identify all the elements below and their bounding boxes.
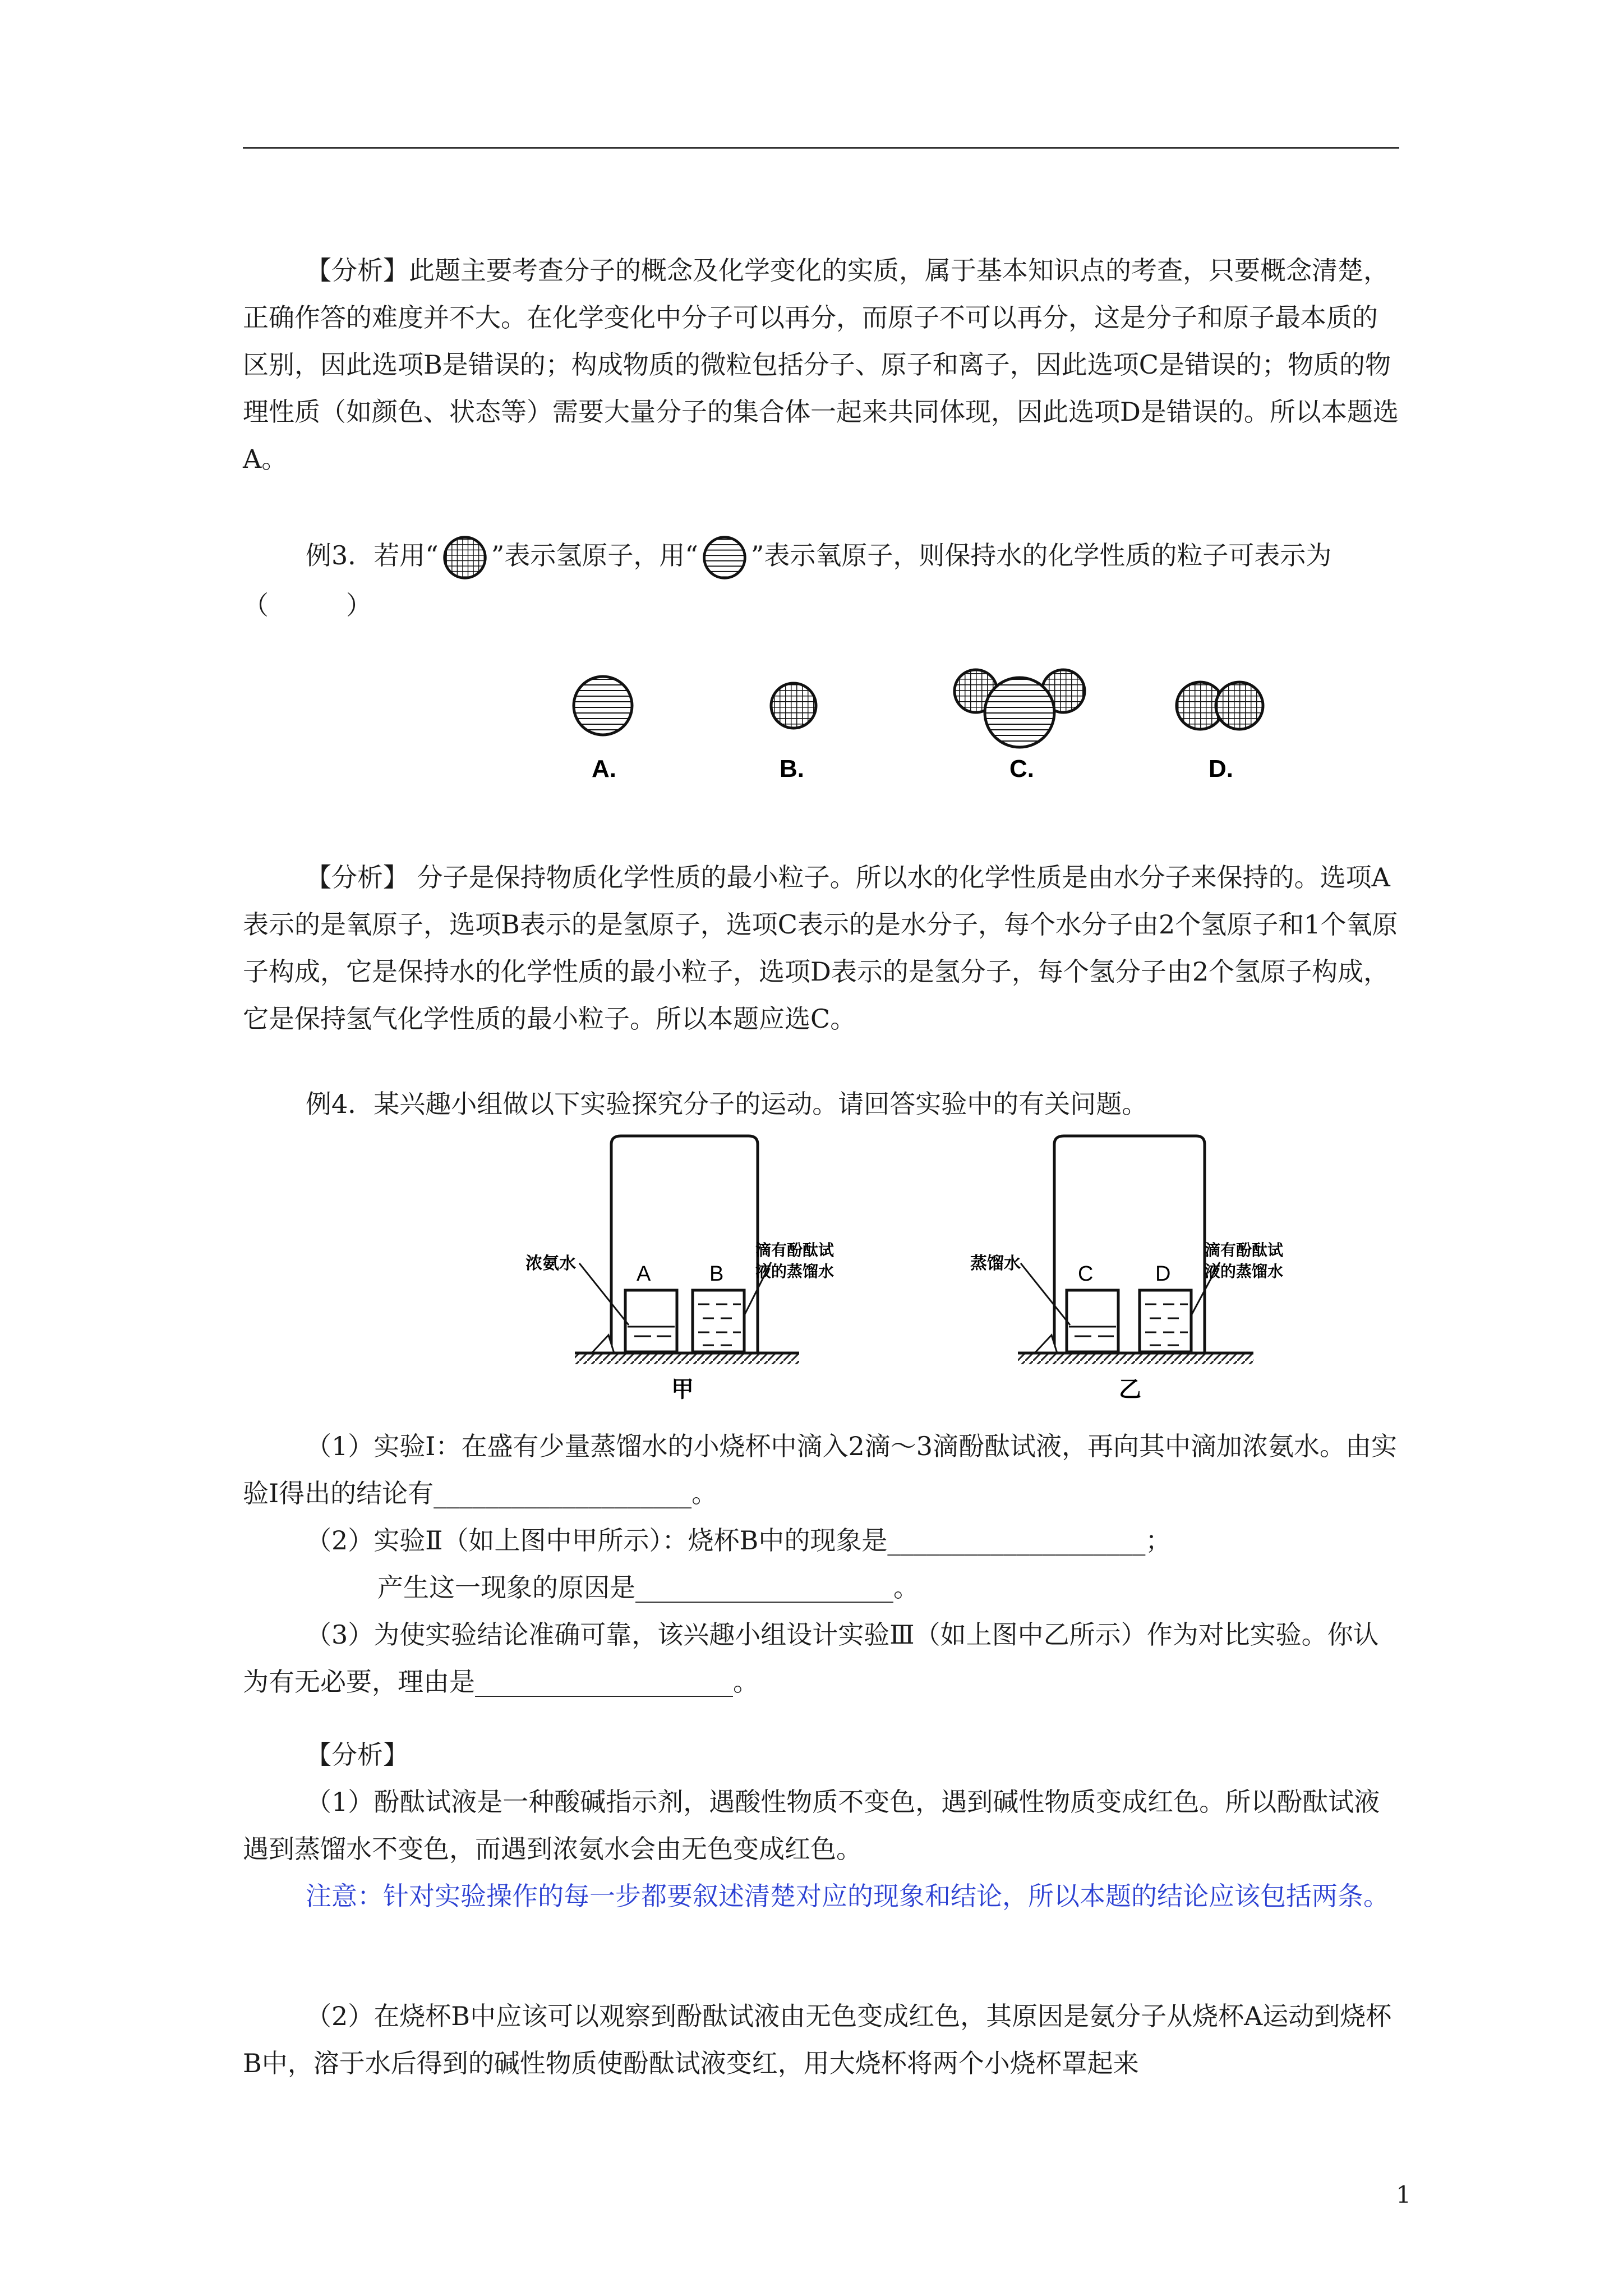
question-2b: 产生这一现象的原因是____________________。 xyxy=(377,1572,919,1603)
analysis-4-continued xyxy=(243,1993,1399,2087)
example-4-title xyxy=(243,1080,1399,1128)
option-b-hydrogen-atom xyxy=(771,683,816,728)
phenolphthalein-label-1: 滴有酚酞试 xyxy=(755,1241,834,1259)
hydrogen-atom-icon xyxy=(441,533,489,582)
figure-yi-caption: 乙 xyxy=(1119,1377,1141,1402)
analysis-4 xyxy=(243,1731,1399,1920)
experiment-figure-yi xyxy=(970,1133,1318,1408)
beaker-a-label: A xyxy=(637,1262,651,1286)
analysis-4-note: 注意：针对实验操作的每一步都要叙述清楚对应的现象和结论，所以本题的结论应该包括两条。 xyxy=(306,1881,1389,1911)
header-rule xyxy=(243,147,1399,149)
analysis-paragraph-1 xyxy=(243,247,1399,482)
distilled-water-label: 蒸馏水 xyxy=(970,1254,1021,1273)
beaker-d-label: D xyxy=(1155,1262,1171,1286)
question-1: （1）实验Ⅰ：在盛有少量蒸馏水的小烧杯中滴入2滴～3滴酚酞试液，再向其中滴加浓氨水。由实验Ⅰ得出的结论有____________________。 xyxy=(243,1431,1397,1508)
oxygen-atom-icon xyxy=(700,533,749,582)
example-4-title-text: 例4．某兴趣小组做以下实验探究分子的运动。请回答实验中的有关问题。 xyxy=(306,1089,1148,1119)
concentrated-ammonia-label: 浓氨水 xyxy=(525,1254,576,1273)
option-a-label: A. xyxy=(592,755,616,783)
analysis-1-text: 【分析】此题主要考查分子的概念及化学变化的实质，属于基本知识点的考查，只要概念清楚，正确作答的难度并不大。在化学变化中分子可以再分，而原子不可以再分，这是分子和原子最本质的区别，因此选项B是错误的；构成物质的微粒包括分子、原子和离子，因此选项C是错误的；物质的物理性质（如颜色、状态等）需要大量分子的集合体一起来共同体现，因此选项D是错误的。所以本题选A。 xyxy=(243,255,1399,474)
figure-jia-caption: 甲 xyxy=(671,1377,694,1402)
example-3-question xyxy=(243,532,1399,629)
option-c-label: C. xyxy=(1009,755,1034,783)
analysis-4-heading: 【分析】 xyxy=(306,1740,409,1770)
option-d-hydrogen-right xyxy=(1216,682,1263,729)
example-3-text-2: ”表示氢原子，用“ xyxy=(491,540,698,570)
phenolphthalein-label-yi-2: 液的蒸馏水 xyxy=(1205,1262,1284,1281)
option-a-oxygen-atom xyxy=(574,677,632,735)
analysis-paragraph-3 xyxy=(243,854,1399,1042)
beaker-b-label: B xyxy=(709,1262,724,1286)
phenolphthalein-label-yi-1: 滴有酚酞试 xyxy=(1205,1241,1284,1259)
option-c-oxygen xyxy=(985,678,1054,747)
molecule-options-figure xyxy=(538,656,1279,797)
page-number: 1 xyxy=(1396,2181,1411,2208)
phenolphthalein-label-2: 液的蒸馏水 xyxy=(755,1262,834,1281)
question-2a: （2）实验Ⅱ（如上图中甲所示）：烧杯B中的现象是____________________； xyxy=(306,1525,1172,1556)
beaker-c-label: C xyxy=(1078,1262,1094,1286)
example-3-text-3: ”表示氧原子，则保持水的化学性质的粒子可表示为（ ） xyxy=(243,540,1332,620)
option-d-label: D. xyxy=(1209,755,1233,783)
example-3-text-1: 例3．若用“ xyxy=(306,540,439,570)
option-b-label: B. xyxy=(780,755,804,783)
analysis-4-paragraph-1: （1）酚酞试液是一种酸碱指示剂，遇酸性物质不变色，遇到碱性物质变成红色。所以酚酞试液遇到蒸馏水不变色，而遇到浓氨水会由无色变成红色。 xyxy=(243,1787,1380,1864)
analysis-3-text: 【分析】 分子是保持物质化学性质的最小粒子。所以水的化学性质是由水分子来保持的。选项A表示的是氧原子，选项B表示的是氢原子，选项C表示的是水分子，每个水分子由2个氢原子和1个氧原子构成，它是保持水的化学性质的最小粒子，选项D表示的是氢分子，每个氢分子由2个氢原子构成，它是保持氢气化学性质的最小粒子。所以本题应选C。 xyxy=(243,862,1398,1034)
analysis-4-paragraph-2: （2）在烧杯B中应该可以观察到酚酞试液由无色变成红色，其原因是氨分子从烧杯A运动到烧杯B中，溶于水后得到的碱性物质使酚酞试液变红，用大烧杯将两个小烧杯罩起来 xyxy=(243,2001,1392,2078)
experiment-figure-jia xyxy=(524,1133,838,1408)
example-4-questions xyxy=(243,1423,1399,1705)
question-3: （3）为使实验结论准确可靠，该兴趣小组设计实验Ⅲ（如上图中乙所示）作为对比实验。你认为有无必要，理由是____________________。 xyxy=(243,1619,1379,1697)
